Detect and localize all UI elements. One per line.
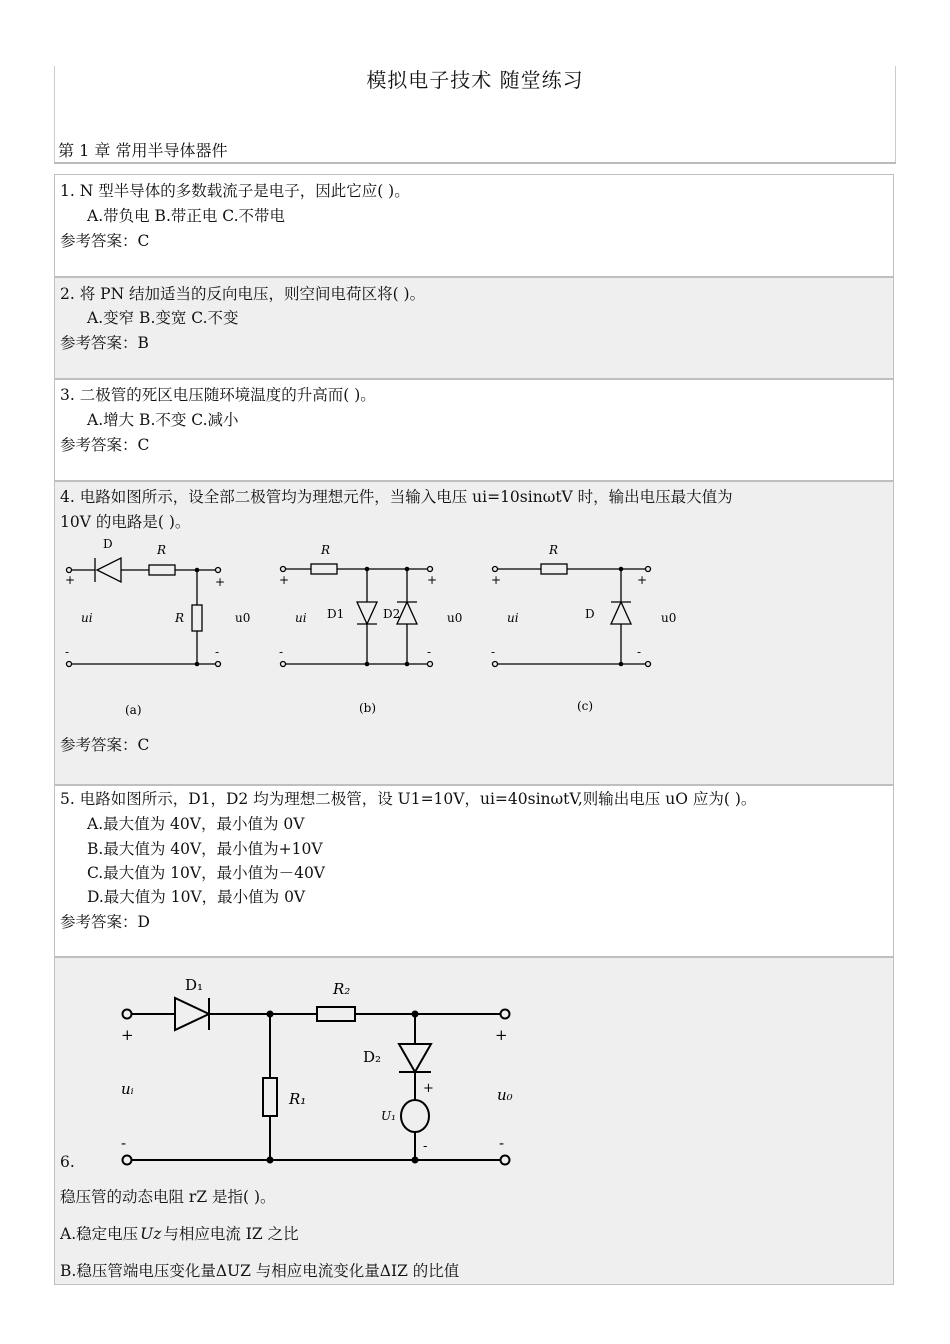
answer-text: 参考答案：C: [60, 736, 150, 754]
svg-text:R₂: R₂: [333, 980, 351, 998]
question-stem: 5. 电路如图所示，D1，D2 均为理想二极管，设 U1=10V，ui=40sinωtV,则输出电压 uO 应为( )。: [60, 790, 757, 808]
svg-text:ui: ui: [507, 611, 519, 625]
svg-text:+: +: [65, 573, 76, 587]
svg-text:-: -: [65, 645, 70, 659]
svg-text:-: -: [427, 645, 432, 659]
svg-text:-: -: [499, 1134, 505, 1152]
question-number: 6.: [60, 1153, 75, 1171]
svg-text:-: -: [637, 645, 642, 659]
svg-text:R₁: R₁: [289, 1090, 307, 1108]
figure-c-label: (c): [577, 699, 594, 713]
option-b: B.稳压管端电压变化量ΔUZ 与相应电流变化量ΔIZ 的比值: [60, 1262, 460, 1280]
divider: [54, 162, 896, 164]
svg-text:R: R: [549, 543, 559, 557]
svg-text:R: R: [175, 611, 185, 625]
svg-text:-: -: [423, 1139, 428, 1154]
question-2: [54, 277, 894, 379]
svg-text:+: +: [423, 1081, 434, 1096]
svg-text:+: +: [215, 575, 226, 589]
svg-text:u0: u0: [447, 611, 463, 625]
svg-text:D₂: D₂: [363, 1048, 382, 1066]
question-stem: 2. 将 PN 结加适当的反向电压，则空间电荷区将( )。: [60, 285, 426, 303]
question-stem: 4. 电路如图所示，设全部二极管均为理想元件，当输入电压 ui=10sinωtV 时，输出电压最大值为: [60, 488, 733, 506]
figure-a-label: (a): [125, 703, 142, 717]
uz-symbol: Uz: [140, 1225, 162, 1243]
chapter-heading: 第 1 章 常用半导体器件: [58, 141, 228, 160]
svg-text:-: -: [279, 645, 284, 659]
svg-text:-: -: [121, 1134, 127, 1152]
svg-text:uᵢ: uᵢ: [121, 1080, 134, 1098]
option-a: A.最大值为 40V，最小值为 0V: [87, 815, 305, 833]
answer-text: 参考答案：C: [60, 232, 150, 250]
svg-text:D: D: [585, 607, 595, 621]
svg-text:D2: D2: [383, 607, 401, 621]
question-6: [54, 957, 894, 1285]
regulator-circuit-figure: [105, 968, 585, 1178]
svg-text:u0: u0: [235, 611, 251, 625]
option-d: D.最大值为 10V，最小值为 0V: [87, 888, 306, 906]
question-stem: 1. N 型半导体的多数载流子是电子，因此它应( )。: [60, 182, 410, 200]
question-stem: 稳压管的动态电阻 rZ 是指( )。: [60, 1188, 276, 1206]
question-options: A.变窄 B.变宽 C.不变: [87, 309, 239, 327]
svg-text:-: -: [491, 645, 496, 659]
option-a: A.稳定电压 Uz 与相应电流 IZ 之比: [60, 1225, 299, 1243]
figure-b-label: (b): [359, 701, 377, 715]
svg-text:u0: u0: [661, 611, 677, 625]
question-options: A.带负电 B.带正电 C.不带电: [87, 207, 286, 225]
svg-text:+: +: [491, 573, 502, 587]
question-4: [54, 481, 894, 785]
question-5: [54, 785, 894, 957]
option-b: B.最大值为 40V，最小值为+10V: [87, 840, 323, 858]
diode-circuit-figure: [55, 532, 895, 722]
label-d: D: [103, 537, 113, 551]
svg-text:+: +: [121, 1026, 134, 1044]
svg-text:+: +: [637, 573, 648, 587]
svg-text:+: +: [495, 1026, 508, 1044]
svg-text:R: R: [157, 543, 167, 557]
svg-text:-: -: [215, 645, 220, 659]
svg-text:ui: ui: [81, 611, 93, 625]
question-3: [54, 379, 894, 481]
answer-text: 参考答案：B: [60, 334, 149, 352]
svg-text:+: +: [279, 573, 290, 587]
svg-text:u₀: u₀: [497, 1086, 513, 1104]
question-1: [54, 174, 894, 277]
option-c: C.最大值为 10V，最小值为－40V: [87, 864, 325, 882]
question-stem: 3. 二极管的死区电压随环境温度的升高而( )。: [60, 386, 376, 404]
page-title: 模拟电子技术 随堂练习: [366, 68, 584, 92]
svg-text:U₁: U₁: [381, 1109, 396, 1123]
question-stem-continued: 10V 的电路是( )。: [60, 513, 191, 531]
svg-text:D₁: D₁: [185, 976, 204, 994]
question-options: A.增大 B.不变 C.减小: [87, 411, 239, 429]
svg-text:ui: ui: [295, 611, 307, 625]
svg-text:R: R: [321, 543, 331, 557]
svg-text:+: +: [427, 573, 438, 587]
answer-text: 参考答案：C: [60, 436, 150, 454]
answer-text: 参考答案：D: [60, 913, 150, 931]
svg-text:D1: D1: [327, 607, 345, 621]
